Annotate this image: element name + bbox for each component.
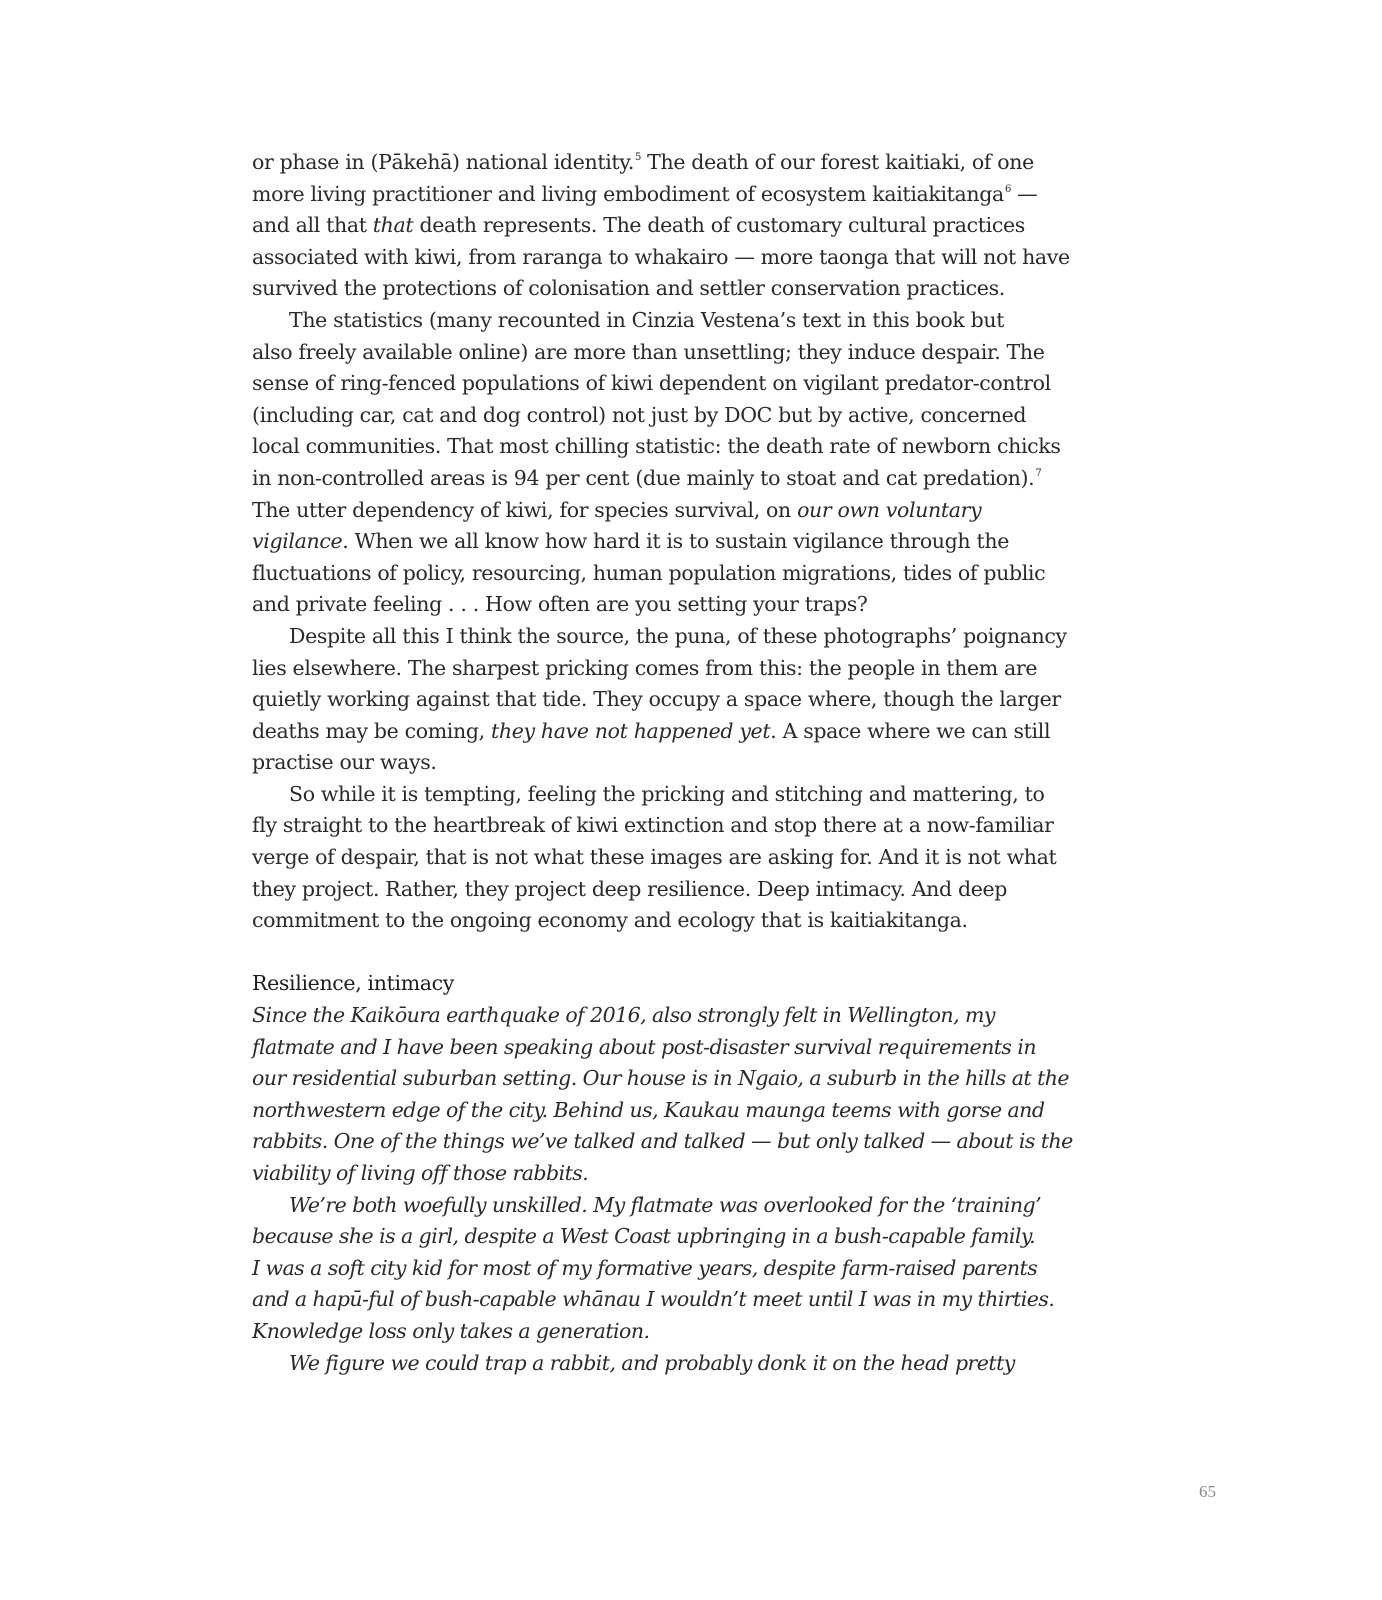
text-line: practise our ways. — [252, 750, 437, 775]
text-run: or phase in (Pākehā) national identity. — [252, 150, 634, 174]
page-number: 65 — [1199, 1482, 1216, 1501]
footnote-ref[interactable]: 6 — [1004, 183, 1011, 195]
text-line: rabbits. One of the things we’ve talked and talked — but only talked — about is the — [252, 1129, 1073, 1154]
text-line: We figure we could trap a rabbit, and probably donk it on the head pretty — [289, 1350, 1015, 1375]
text-run: . A space where we can still — [770, 718, 1051, 743]
text-run: The death of our forest kaitiaki, of one — [641, 150, 1034, 174]
text-run: — — [1010, 181, 1038, 206]
text-run: The utter dependency of kiwi, for species survival, on — [252, 497, 798, 522]
text-line: and private feeling . . . How often are you setting your traps? — [252, 592, 868, 617]
text-line: sense of ring-fenced populations of kiwi dependent on vigilant predator-control — [252, 371, 1051, 396]
section-heading: Resilience, intimacy — [252, 971, 455, 996]
text-line — [252, 179, 1082, 211]
text-line: northwestern edge of the city. Behind us, Kaukau maunga teems with gorse and — [252, 1097, 1045, 1122]
italic-passage — [252, 1000, 1082, 1379]
paragraph — [252, 305, 1082, 621]
emphasis: they have not happened yet — [490, 718, 771, 743]
paragraph — [252, 147, 1082, 305]
footnote-ref[interactable]: 7 — [1035, 467, 1042, 479]
text-line — [252, 210, 1082, 242]
text-line: So while it is tempting, feeling the pricking and stitching and mattering, to — [289, 781, 1045, 806]
page-body — [252, 147, 1082, 1379]
text-line: Despite all this I think the source, the puna, of these photographs’ poignancy — [289, 623, 1067, 648]
text-line — [252, 147, 1082, 179]
text-run: . When we all know how hard it is to sustain vigilance through the — [342, 529, 1009, 554]
text-line: I was a soft city kid for most of my formative years, despite farm-raised parents — [252, 1255, 1038, 1280]
footnote-ref[interactable]: 5 — [635, 152, 642, 163]
text-line: quietly working against that tide. They occupy a space where, though the larger — [252, 687, 1061, 712]
text-line — [252, 716, 1082, 748]
text-line: The statistics (many recounted in Cinzia Vestena’s text in this book but — [289, 307, 1005, 332]
text-run: deaths may be coming, — [252, 718, 491, 743]
text-line: also freely available online) are more than unsettling; they induce despair. The — [252, 339, 1045, 364]
section-spacer — [252, 937, 1082, 969]
text-line: survived the protections of colonisation and settler conservation practices. — [252, 276, 1005, 301]
text-line: lies elsewhere. The sharpest pricking comes from this: the people in them are — [252, 655, 1038, 680]
text-line: local communities. That most chilling statistic: the death rate of newborn chicks — [252, 434, 1061, 459]
text-line: verge of despair, that is not what these images are asking for. And it is not what — [252, 845, 1057, 870]
emphasis: vigilance — [252, 529, 343, 554]
paragraph — [252, 621, 1082, 779]
text-line — [252, 495, 1082, 527]
text-line: We’re both woefully unskilled. My flatmate was overlooked for the ‘training’ — [289, 1192, 1042, 1217]
text-line: commitment to the ongoing economy and ecology that is kaitiakitanga. — [252, 908, 968, 933]
emphasis: that — [372, 213, 414, 238]
text-line: associated with kiwi, from raranga to whakairo — more taonga that will not have — [252, 244, 1070, 269]
emphasis: our own voluntary — [797, 497, 982, 522]
text-line: (including car, cat and dog control) not just by DOC but by active, concerned — [252, 402, 1027, 427]
text-line — [252, 526, 1082, 558]
text-line: Since the Kaikōura earthquake of 2016, also strongly felt in Wellington, my — [252, 1003, 995, 1028]
text-line: our residential suburban setting. Our house is in Ngaio, a suburb in the hills at the — [252, 1066, 1069, 1091]
text-line — [252, 463, 1082, 495]
text-line: viability of living off those rabbits. — [252, 1161, 589, 1185]
text-line: Knowledge loss only takes a generation. — [252, 1318, 650, 1343]
text-run: more living practitioner and living embodiment of ecosystem kaitiakitanga — [252, 181, 1004, 206]
text-line: fly straight to the heartbreak of kiwi extinction and stop there at a now-familiar — [252, 813, 1054, 838]
text-line: because she is a girl, despite a West Coast upbringing in a bush-capable family. — [252, 1224, 1036, 1249]
text-line: and a hapū-ful of bush-capable whānau I wouldn’t meet until I was in my thirties. — [252, 1287, 1055, 1312]
paragraph — [252, 779, 1082, 937]
text-line: fluctuations of policy, resourcing, human population migrations, tides of public — [252, 560, 1046, 585]
text-line: they project. Rather, they project deep resilience. Deep intimacy. And deep — [252, 876, 1008, 901]
text-run: and all that — [252, 213, 373, 238]
text-run: death represents. The death of customary cultural practices — [413, 213, 1025, 238]
text-line: flatmate and I have been speaking about post-disaster survival requirements in — [252, 1034, 1037, 1059]
text-run: in non-controlled areas is 94 per cent (due mainly to stoat and cat predation). — [252, 465, 1035, 490]
